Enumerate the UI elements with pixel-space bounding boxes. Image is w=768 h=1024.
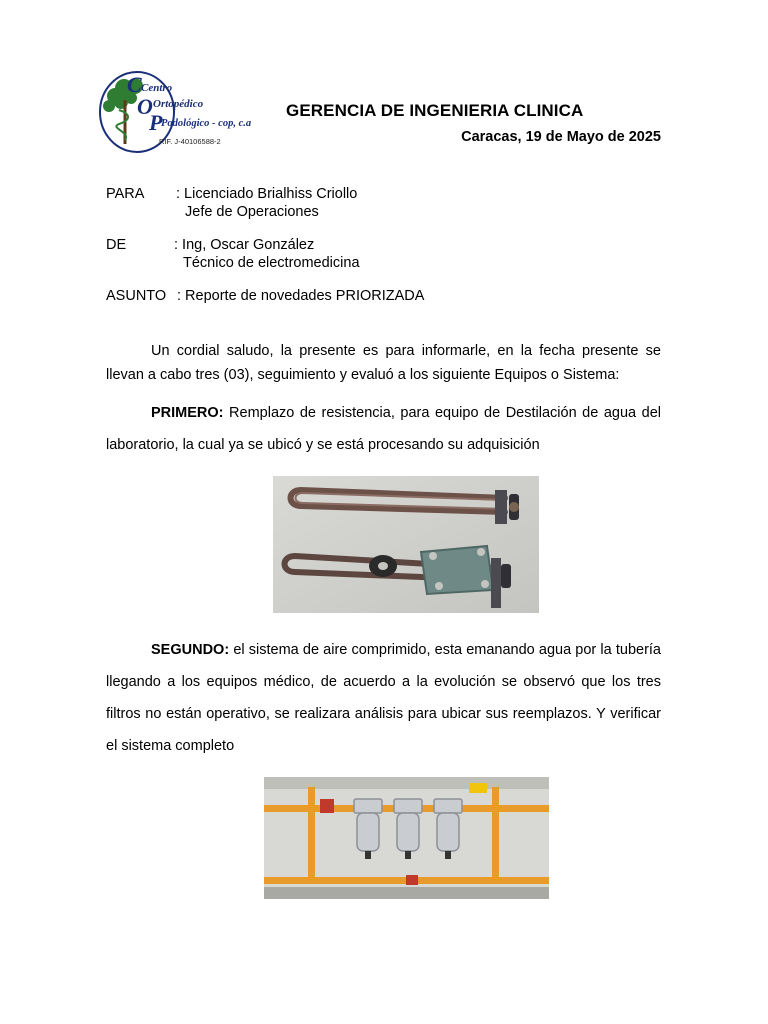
document-date: Caracas, 19 de Mayo de 2025 — [461, 129, 661, 145]
segundo-paragraph — [106, 634, 661, 762]
para-role: Jefe de Operaciones — [185, 204, 319, 220]
primero-paragraph — [106, 397, 661, 461]
svg-text:C: C — [127, 72, 142, 97]
svg-text:RIF. J-40106588-2: RIF. J-40106588-2 — [159, 137, 221, 146]
air-filters-photo — [264, 777, 549, 899]
para-label: PARA — [106, 186, 145, 202]
primero-label: PRIMERO: — [151, 405, 224, 421]
svg-text:O: O — [137, 94, 153, 119]
company-logo — [97, 70, 257, 154]
svg-text:Podológico - cop, c.a: Podológico - cop, c.a — [161, 118, 252, 129]
segundo-label: SEGUNDO: — [151, 642, 230, 658]
svg-text:P: P — [149, 110, 163, 135]
segundo-text: el sistema de aire comprimido, esta emanando agua por la tubería llegando a los equipos médico, de acuerdo a la evolución se observó que los tres filtros no están operativo, se realizara análisis para ubicar sus reemplazos. Y verificar el sistema completo — [106, 642, 661, 754]
svg-text:Ortopédico: Ortopédico — [153, 98, 204, 110]
svg-text:Centro: Centro — [141, 82, 173, 94]
heating-elements-photo — [273, 476, 539, 613]
para-name: : Licenciado Brialhiss Criollo — [176, 186, 358, 202]
intro-paragraph: Un cordial saludo, la presente es para informarle, en la fecha presente se llevan a cabo tres (03), seguimiento y evaluó a los siguiente Equipos o Sistema: — [106, 343, 661, 383]
asunto-label: ASUNTO — [106, 288, 167, 304]
de-label: DE — [106, 237, 127, 253]
asunto-value: : Reporte de novedades PRIORIZADA — [177, 288, 425, 304]
primero-text: Remplazo de resistencia, para equipo de Destilación de agua del laboratorio, la cual ya se ubicó y se está procesando su adquisición — [106, 405, 661, 453]
de-name: : Ing, Oscar González — [174, 237, 315, 253]
de-role: Técnico de electromedicina — [183, 255, 360, 271]
document-title: GERENCIA DE INGENIERIA CLINICA — [286, 101, 584, 120]
